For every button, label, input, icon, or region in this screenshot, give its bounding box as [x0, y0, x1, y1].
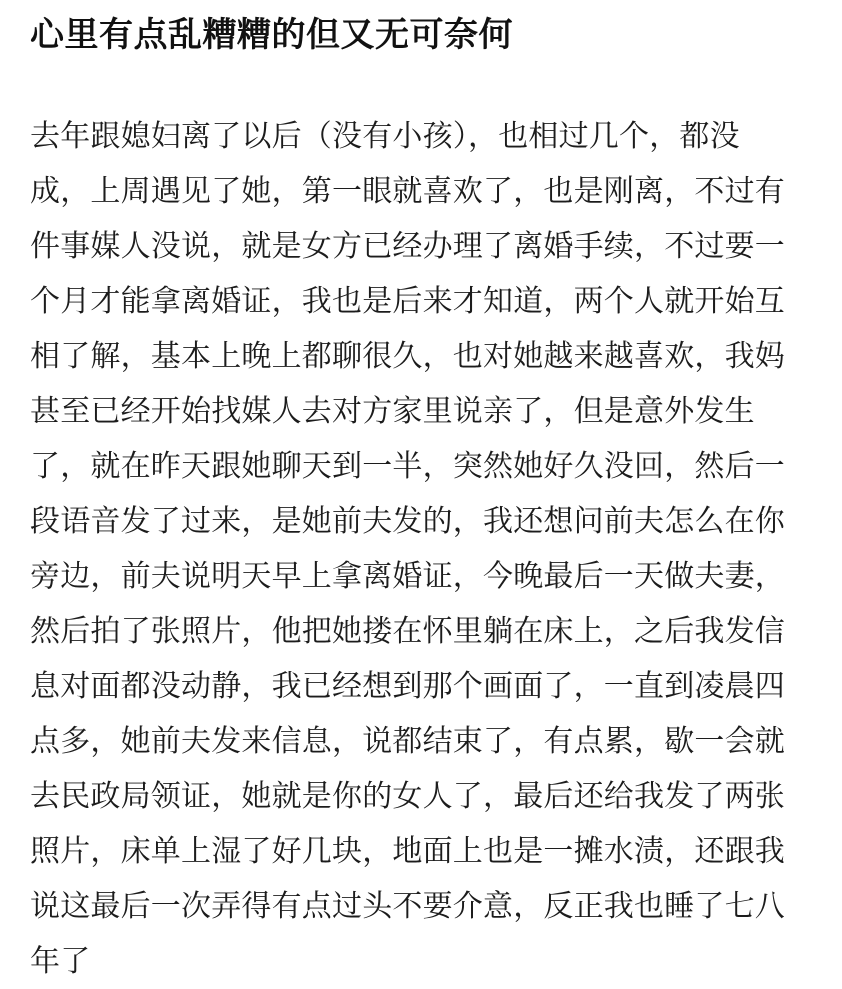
body-line: 甚至已经开始找媒人去对方家里说亲了，但是意外发生 — [30, 394, 755, 429]
post-body — [30, 109, 814, 989]
body-line: 成，上周遇见了她，第一眼就喜欢了，也是刚离，不过有 — [30, 174, 785, 209]
body-line: 点多，她前夫发来信息，说都结束了，有点累，歇一会就 — [30, 724, 785, 759]
body-line: 件事媒人没说，就是女方已经办理了离婚手续，不过要一 — [30, 229, 785, 264]
body-line: 照片，床单上湿了好几块，地面上也是一摊水渍，还跟我 — [30, 834, 785, 869]
body-line: 了，就在昨天跟她聊天到一半，突然她好久没回，然后一 — [30, 449, 785, 484]
body-line: 年了 — [30, 944, 91, 979]
body-line: 然后拍了张照片，他把她搂在怀里躺在床上，之后我发信 — [30, 614, 785, 649]
body-line: 个月才能拿离婚证，我也是后来才知道，两个人就开始互 — [30, 284, 785, 319]
body-line: 相了解，基本上晚上都聊很久，也对她越来越喜欢，我妈 — [30, 339, 785, 374]
body-line: 息对面都没动静，我已经想到那个画面了，一直到凌晨四 — [30, 669, 785, 704]
body-line: 段语音发了过来，是她前夫发的，我还想问前夫怎么在你 — [30, 504, 785, 539]
body-line: 去民政局领证，她就是你的女人了，最后还给我发了两张 — [30, 779, 785, 814]
body-line: 说这最后一次弄得有点过头不要介意，反正我也睡了七八 — [30, 889, 785, 924]
body-line: 旁边，前夫说明天早上拿离婚证，今晚最后一天做夫妻， — [30, 559, 785, 594]
body-line: 去年跟媳妇离了以后（没有小孩），也相过几个，都没 — [30, 119, 740, 154]
post-title: 心里有点乱糟糟的但又无可奈何 — [30, 15, 513, 55]
